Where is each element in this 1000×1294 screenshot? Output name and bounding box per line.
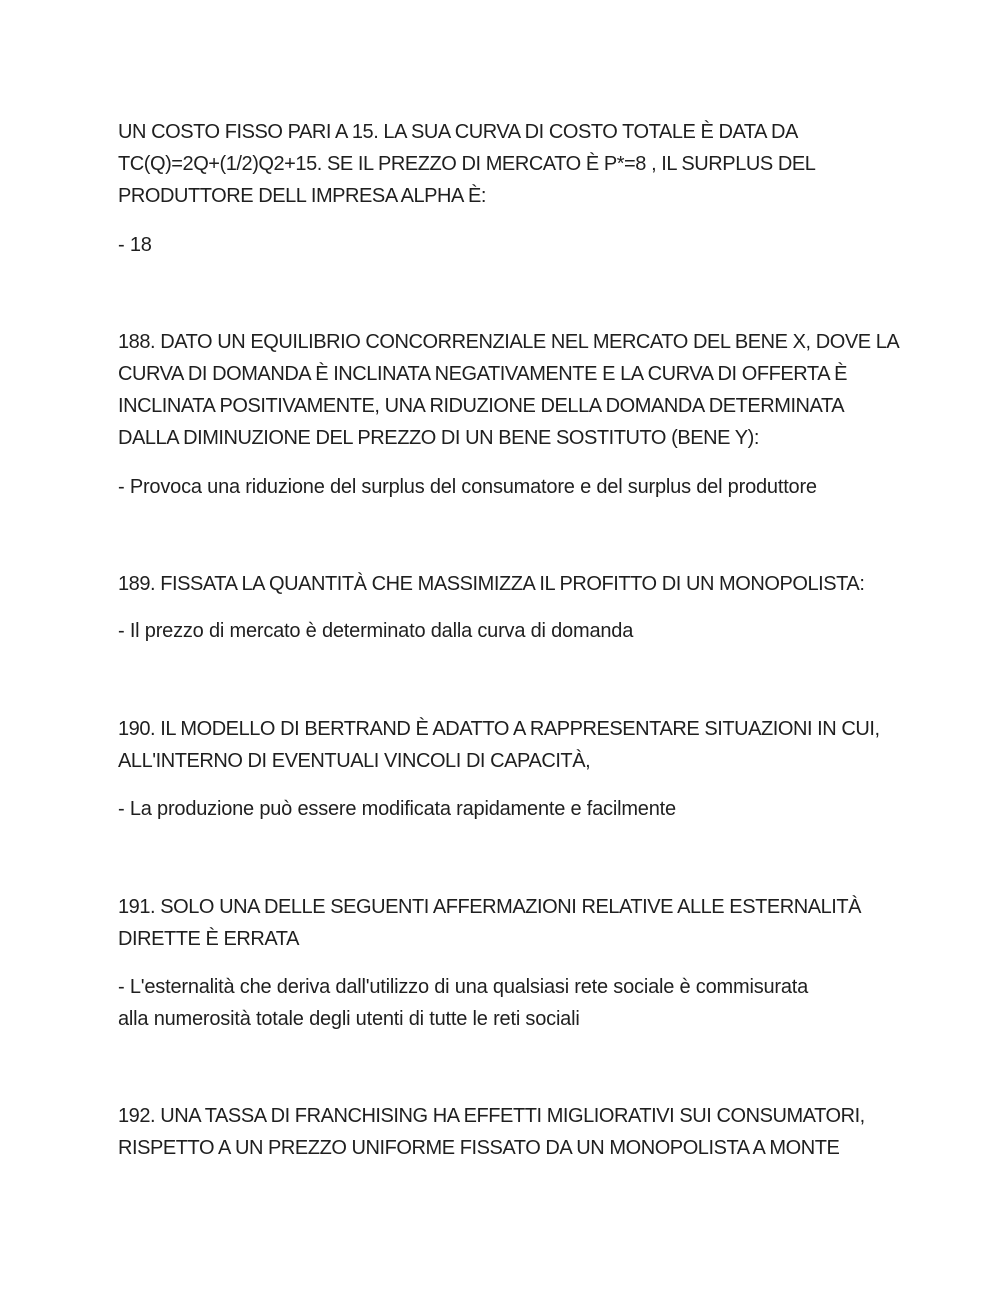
question-190-line: 190. IL MODELLO DI BERTRAND È ADATTO A RAPPRESENTARE SITUAZIONI IN CUI, [118,718,880,740]
question-191-line: DIRETTE È ERRATA [118,928,299,950]
question-188-line: 188. DATO UN EQUILIBRIO CONCORRENZIALE NEL MERCATO DEL BENE X, DOVE LA [118,331,900,353]
answer-text-line: - 18 [118,234,152,256]
answer-190-line: - La produzione può essere modificata rapidamente e facilmente [118,798,676,820]
question-191-line: 191. SOLO UNA DELLE SEGUENTI AFFERMAZIONI RELATIVE ALLE ESTERNALITÀ [118,896,862,918]
answer-191-line: alla numerosità totale degli utenti di tutte le reti sociali [118,1008,580,1030]
question-189-line: 189. FISSATA LA QUANTITÀ CHE MASSIMIZZA IL PROFITTO DI UN MONOPOLISTA: [118,573,865,595]
question-text-line: UN COSTO FISSO PARI A 15. LA SUA CURVA DI COSTO TOTALE È DATA DA [118,121,798,143]
question-190-line: ALL'INTERNO DI EVENTUALI VINCOLI DI CAPACITÀ, [118,750,591,772]
answer-189-line: - Il prezzo di mercato è determinato dalla curva di domanda [118,620,634,642]
question-188-line: INCLINATA POSITIVAMENTE, UNA RIDUZIONE DELLA DOMANDA DETERMINATA [118,395,845,417]
question-text-line: TC(Q)=2Q+(1/2)Q2+15. SE IL PREZZO DI MERCATO È P*=8 , IL SURPLUS DEL [118,153,816,175]
question-188-line: DALLA DIMINUZIONE DEL PREZZO DI UN BENE SOSTITUTO (BENE Y): [118,427,759,449]
answer-188-line: - Provoca una riduzione del surplus del consumatore e del surplus del produttore [118,476,817,498]
question-text-line: PRODUTTORE DELL IMPRESA ALPHA È: [118,185,486,207]
question-192-line: RISPETTO A UN PREZZO UNIFORME FISSATO DA UN MONOPOLISTA A MONTE [118,1137,840,1159]
question-192-line: 192. UNA TASSA DI FRANCHISING HA EFFETTI MIGLIORATIVI SUI CONSUMATORI, [118,1105,865,1127]
question-188-line: CURVA DI DOMANDA È INCLINATA NEGATIVAMENTE E LA CURVA DI OFFERTA È [118,363,847,385]
answer-191-line: - L'esternalità che deriva dall'utilizzo di una qualsiasi rete sociale è commisurata [118,976,809,998]
